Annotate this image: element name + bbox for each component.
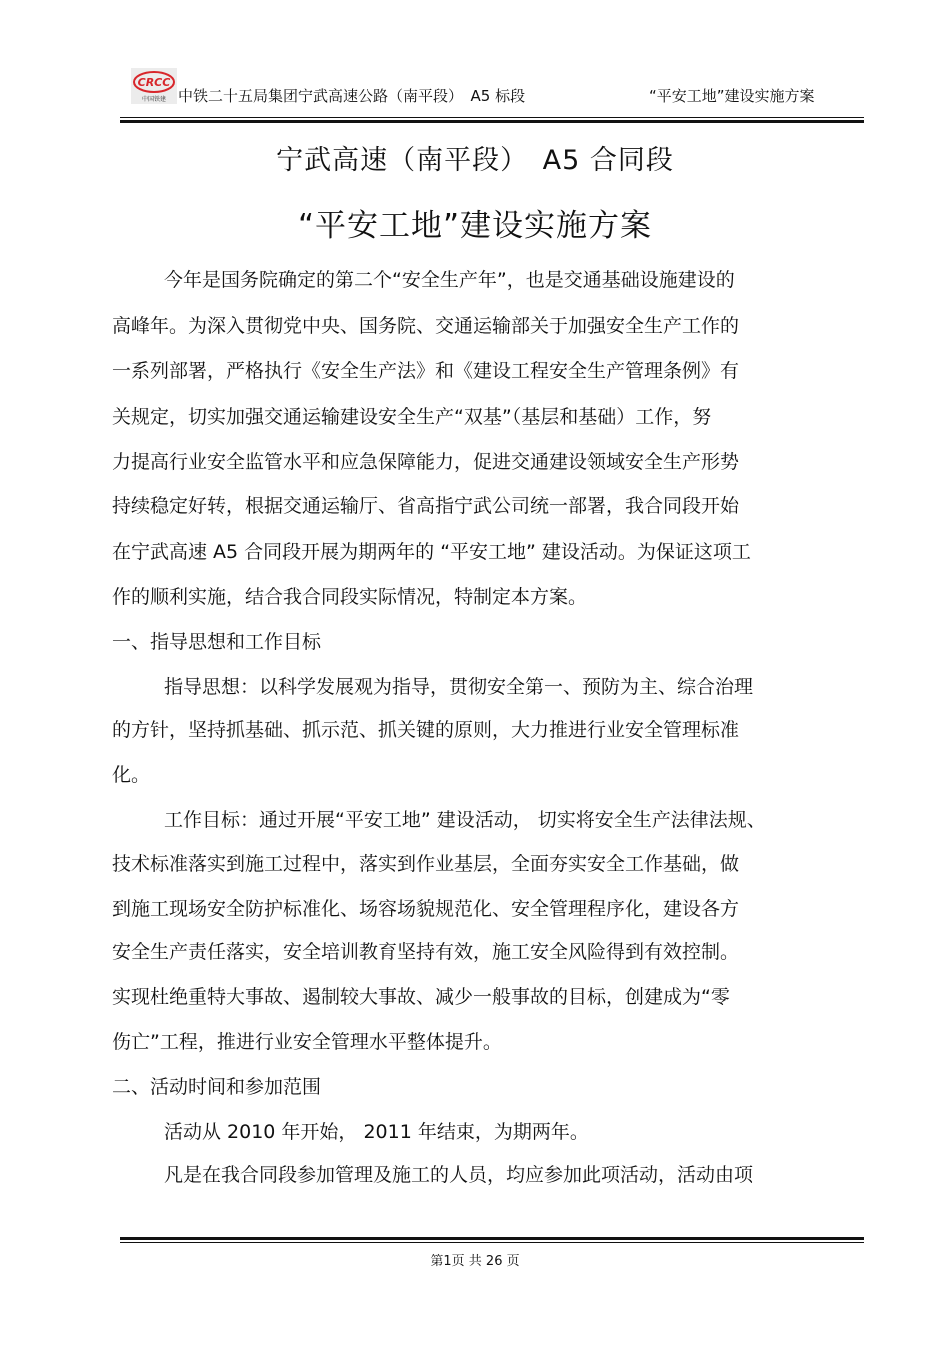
header-rule-thick: [120, 120, 864, 123]
header-rule-thin: [120, 117, 864, 118]
header-right-text: “平安工地”建设实施方案: [649, 87, 815, 105]
body-line: 实现杜绝重特大事故、遏制较大事故、减少一般事故的目标，创建成为“零: [112, 986, 730, 1008]
logo-subtext: 中国铁建: [141, 96, 167, 103]
section-heading: 二、活动时间和参加范围: [112, 1076, 322, 1098]
company-logo: [131, 68, 177, 104]
body-line: 伤亡”工程，推进行业安全管理水平整体提升。: [112, 1031, 502, 1053]
footer-rule-thin: [120, 1242, 864, 1243]
document-title-line2: “平安工地”建设实施方案: [297, 208, 653, 244]
body-line: 今年是国务院确定的第二个“安全生产年”，也是交通基础设施建设的: [164, 269, 735, 291]
body-line: 凡是在我合同段参加管理及施工的人员，均应参加此项活动，活动由项: [164, 1164, 754, 1186]
body-line: 指导思想：以科学发展观为指导，贯彻安全第一、预防为主、综合治理: [164, 676, 754, 698]
logo-text: CRCC: [137, 76, 171, 89]
body-line: 工作目标：通过开展“平安工地” 建设活动， 切实将安全生产法律法规、: [164, 809, 766, 831]
body-line: 安全生产责任落实，安全培训教育坚持有效，施工安全风险得到有效控制。: [112, 941, 740, 963]
body-line: 力提高行业安全监管水平和应急保障能力，促进交通建设领域安全生产形势: [112, 451, 740, 473]
body-line: 技术标准落实到施工过程中，落实到作业基层，全面夯实安全工作基础，做: [112, 853, 740, 875]
section-heading: 一、指导思想和工作目标: [112, 631, 322, 653]
body-line: 化。: [112, 764, 151, 786]
body-line: 一系列部署，严格执行《安全生产法》和《建设工程安全生产管理条例》有: [112, 360, 740, 382]
header-left-text: 中铁二十五局集团宁武高速公路（南平段） A5 标段: [178, 87, 526, 105]
body-line: 持续稳定好转，根据交通运输厅、省高指宁武公司统一部署，我合同段开始: [112, 495, 740, 517]
body-line: 作的顺利实施，结合我合同段实际情况，特制定本方案。: [112, 586, 588, 608]
body-line: 活动从 2010 年开始， 2011 年结束，为期两年。: [164, 1121, 589, 1143]
body-line: 到施工现场安全防护标准化、场容场貌规范化、安全管理程序化，建设各方: [112, 898, 740, 920]
body-line: 的方针，坚持抓基础、抓示范、抓关键的原则，大力推进行业安全管理标准: [112, 719, 740, 741]
page-number: 第1页 共 26 页: [430, 1254, 520, 1269]
footer-rule-thick: [120, 1237, 864, 1240]
document-title-line1: 宁武高速（南平段） A5 合同段: [276, 145, 674, 176]
body-line: 高峰年。为深入贯彻党中央、国务院、交通运输部关于加强安全生产工作的: [112, 315, 740, 337]
body-line: 关规定，切实加强交通运输建设安全生产“双基”（基层和基础）工作，努: [112, 406, 712, 428]
body-line: 在宁武高速 A5 合同段开展为期两年的 “平安工地” 建设活动。为保证这项工: [112, 541, 751, 563]
